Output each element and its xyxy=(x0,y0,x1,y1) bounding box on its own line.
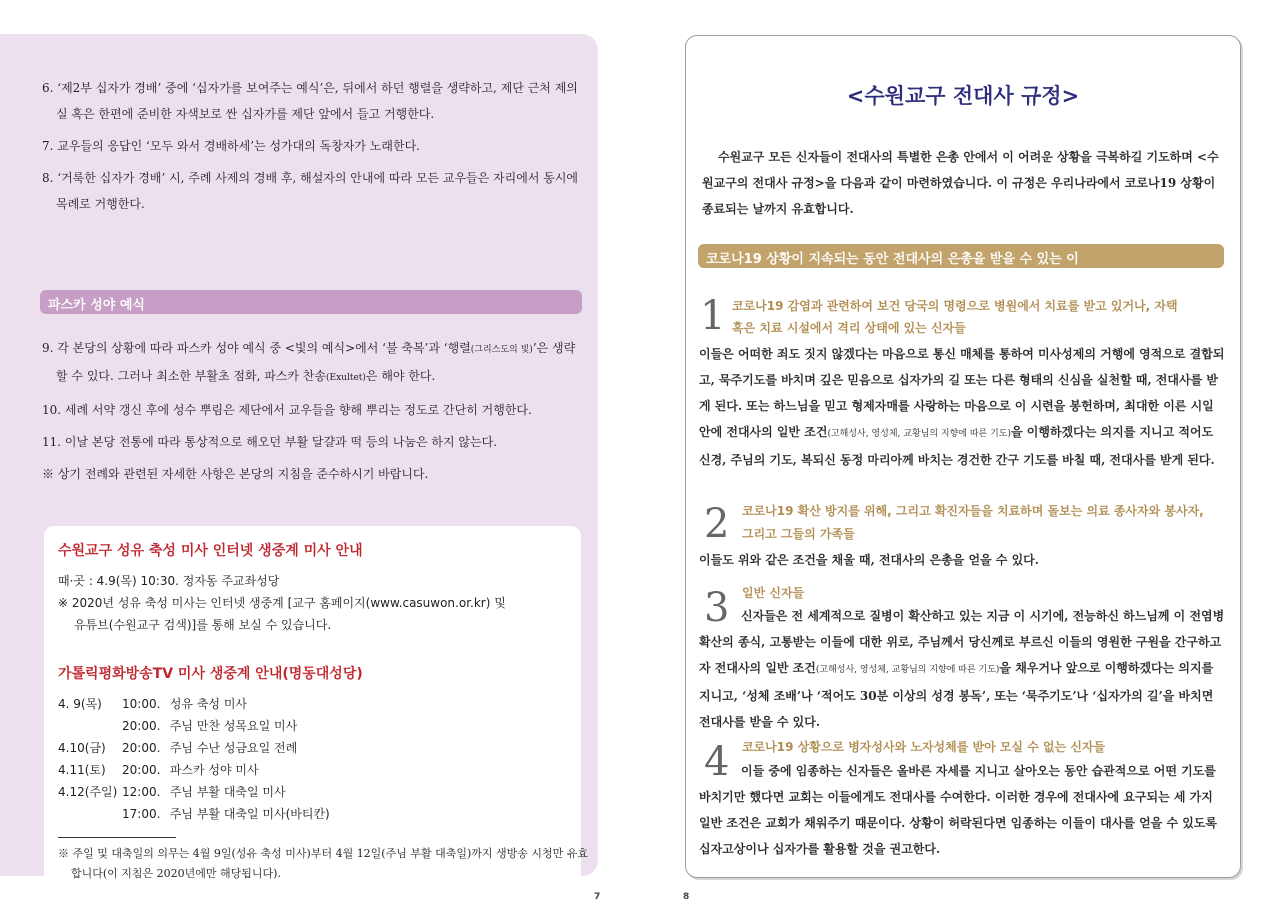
schedule-time: 12:00. xyxy=(122,785,161,799)
broadcast-title-cpbc: 가톨릭평화방송TV 미사 생중계 안내(명동대성당) xyxy=(58,666,363,682)
guideline-note: ※ 상기 전례와 관련된 자세한 사항은 본당의 지침을 준수하시기 바랍니다. xyxy=(42,467,429,481)
section-number-4: 4 xyxy=(704,739,730,785)
schedule-event: 주님 부활 대축일 미사 xyxy=(169,785,286,799)
body-text: 이들은 어떠한 죄도 짓지 않겠다는 마음으로 통신 매체를 통하여 미사성제의 거행에 영적으로 결합되고, 묵주기도를 바치며 깊은 믿음으로 십자가의 길 또는 다른 형태의 신심을 실천할 때, 전대사를 받게 된다. 또는 하느님을 믿고 형제자매를 사랑하는 마음으로 이 시련을 봉헌하며, 최대한 이른 시일 안에 전대사의 일반 조건 xyxy=(699,347,1225,439)
schedule-event: 주님 부활 대축일 미사(바티칸) xyxy=(169,807,330,821)
body-text: 을 채우거나 앞으로 이행하겠다는 의지를 지니고, ‘성체 조배’나 ‘적어도 30분 이상의 성경 봉독’, 또는 ‘묵주기도’나 ‘십자가의 길’을 바치면 전대사를 받을 수 있다. xyxy=(699,661,1214,729)
schedule-time: 10:00. xyxy=(122,697,161,711)
schedule-date: 4.11(토) xyxy=(58,763,106,777)
section-header-indulgence xyxy=(698,244,1224,268)
broadcast-when-where: 때·곳 : 4.9(목) 10:30. 정자동 주교좌성당 xyxy=(58,574,280,588)
section-title: 코로나19 상황이 지속되는 동안 전대사의 은총을 받을 수 있는 이 xyxy=(706,252,1079,267)
schedule-row xyxy=(58,781,286,803)
schedule-row xyxy=(58,737,297,759)
list-item xyxy=(42,335,582,391)
list-item: 8. ‘거룩한 십자가 경배’ 시, 주례 사제의 경배 후, 해설자의 안내에 따라 모든 교우들은 자리에서 동시에 목례로 거행한다. xyxy=(42,171,579,211)
footnote-divider xyxy=(58,837,176,838)
broadcast-info-box xyxy=(44,526,589,895)
section-header-easter-vigil xyxy=(40,290,582,314)
section-title: 파스카 성야 예식 xyxy=(48,298,145,313)
item-small-text: (Exultet) xyxy=(326,373,366,383)
list-item: 10. 세례 서약 갱신 후에 성수 뿌림은 제단에서 교우들을 향해 뿌리는 정도로 간단히 거행한다. xyxy=(42,403,532,417)
schedule-event: 파스카 성야 미사 xyxy=(169,763,259,777)
item-text: 9. 각 본당의 상황에 따라 파스카 성야 예식 중 <빛의 예식>에서 ‘불 축복’과 ‘행렬 xyxy=(42,341,471,355)
schedule-time: 17:00. xyxy=(122,807,161,821)
list-item: 11. 이날 본당 전통에 따라 통상적으로 해오던 부활 달걀과 떡 등의 나눔은 하지 않는다. xyxy=(42,435,498,449)
item-text: ’은 생략할 수 있다. 그러나 최소한 부활초 점화, 파스카 찬송 xyxy=(56,341,576,383)
schedule-row xyxy=(58,693,247,715)
schedule-date: 4. 9(목) xyxy=(58,697,102,711)
intro-paragraph: 수원교구 모든 신자들이 전대사의 특별한 은총 안에서 이 어려운 상황을 극복하길 기도하며 <수원교구의 전대사 규정>을 다음과 같이 마련하였습니다. 이 규정은 우리나라에서 코로나19 상황이 종료되는 날까지 유효합니다. xyxy=(702,150,1219,216)
schedule-time: 20:00. xyxy=(122,741,161,755)
item-small-text: (그리스도의 빛) xyxy=(470,345,533,355)
section-heading: 코로나19 상황으로 병자성사와 노자성체를 받아 모실 수 없는 신자들 xyxy=(742,740,1106,754)
list-item: 6. ‘제2부 십자가 경배’ 중에 ‘십자가를 보여주는 예식’은, 뒤에서 하던 행렬을 생략하고, 제단 근처 제의실 혹은 한편에 준비한 자색보로 싼 십자가를 제단 앞에서 들고 거행한다. xyxy=(42,81,578,121)
easter-vigil-list xyxy=(42,335,582,487)
schedule-event: 주님 수난 성금요일 전례 xyxy=(169,741,298,755)
body-small-text: (고해성사, 영성체, 교황님의 지향에 따른 기도) xyxy=(827,429,1012,439)
schedule-time: 20:00. xyxy=(122,719,161,733)
page-number-left: 7 xyxy=(594,892,601,902)
broadcast-title-suwon: 수원교구 성유 축성 미사 인터넷 생중계 미사 안내 xyxy=(58,543,363,559)
schedule-event: 성유 축성 미사 xyxy=(169,697,248,711)
section-heading: 코로나19 확산 방지를 위해, 그리고 확진자들을 치료하며 돌보는 의료 종사자와 봉사자, xyxy=(742,504,1204,518)
section-heading: 혹은 치료 시설에서 격리 상태에 있는 신자들 xyxy=(732,321,966,335)
section-body xyxy=(699,341,1226,473)
list-item: 7. 교우들의 응답인 ‘모두 와서 경배하세’는 성가대의 독창자가 노래한다. xyxy=(42,139,420,153)
broadcast-info-cont: 유튜브(수원교구 검색)]를 통해 보실 수 있습니다. xyxy=(74,618,332,632)
schedule-event: 주님 만찬 성목요일 미사 xyxy=(169,719,298,733)
left-page-panel xyxy=(0,34,598,880)
page-number-right: 8 xyxy=(683,892,690,902)
section-number-2: 2 xyxy=(704,501,730,547)
section-number-1: 1 xyxy=(700,293,726,339)
broadcast-info: ※ 2020년 성유 축성 미사는 인터넷 생중계 [교구 홈페이지(www.casuwon.or.kr) 및 xyxy=(58,596,506,610)
schedule-time: 20:00. xyxy=(122,763,161,777)
section-body: 이들 중에 임종하는 신자들은 올바른 자세를 지니고 살아오는 동안 습관적으로 어떤 기도를 바치기만 했다면 교회는 이들에게도 전대사를 수여한다. 이러한 경우에 전대사에 요구되는 세 가지 일반 조건은 교회가 채워주기 때문이다. 상황이 허락된다면 임종하는 이들이 대사를 얻을 수 있도록 십자고상이나 십자가를 활용할 것을 권고한다. xyxy=(699,764,1217,856)
item-text: 은 해야 한다. xyxy=(365,369,436,383)
schedule-row xyxy=(58,715,297,737)
section-number-3: 3 xyxy=(704,585,730,631)
schedule-row xyxy=(58,759,259,781)
section-heading: 그리고 그들의 가족들 xyxy=(742,527,855,541)
section-heading: 일반 신자들 xyxy=(742,586,805,600)
page-title: <수원교구 전대사 규정> xyxy=(846,84,1080,108)
right-page-panel xyxy=(685,35,1241,878)
section-body xyxy=(699,603,1226,735)
liturgy-list xyxy=(42,75,582,223)
schedule-row xyxy=(58,803,330,825)
body-text: 을 이행하겠다는 의지를 지니고 적어도 신경, 주님의 기도, 복되신 동정 마리아께 바치는 경건한 간구 기도를 바칠 때, 전대사를 받게 된다. xyxy=(699,425,1215,467)
schedule-date: 4.12(주일) xyxy=(58,785,118,799)
obligation-footnote: ※ 주일 및 대축일의 의무는 4월 9일(성유 축성 미사)부터 4월 12일(주님 부활 대축일)까지 생방송 시청만 유효합니다(이 지침은 2020년에만 해당됩니다). xyxy=(58,847,589,880)
body-text: 신자들은 전 세계적으로 질병이 확산하고 있는 지금 이 시기에, 전능하신 하느님께 이 전염병 확산의 종식, 고통받는 이들에 대한 위로, 주님께서 당신께로 부르신 이들의 영원한 구원을 간구하고자 전대사의 일반 조건 xyxy=(699,609,1225,675)
body-small-text: (고해성사, 영성체, 교황님의 지향에 따른 기도) xyxy=(815,665,1000,675)
section-body: 이들도 위와 같은 조건을 채울 때, 전대사의 은총을 얻을 수 있다. xyxy=(699,553,1039,567)
schedule-date: 4.10(금) xyxy=(58,741,106,755)
section-heading: 코로나19 감염과 관련하여 보건 당국의 명령으로 병원에서 치료를 받고 있거나, 자택 xyxy=(732,299,1178,313)
